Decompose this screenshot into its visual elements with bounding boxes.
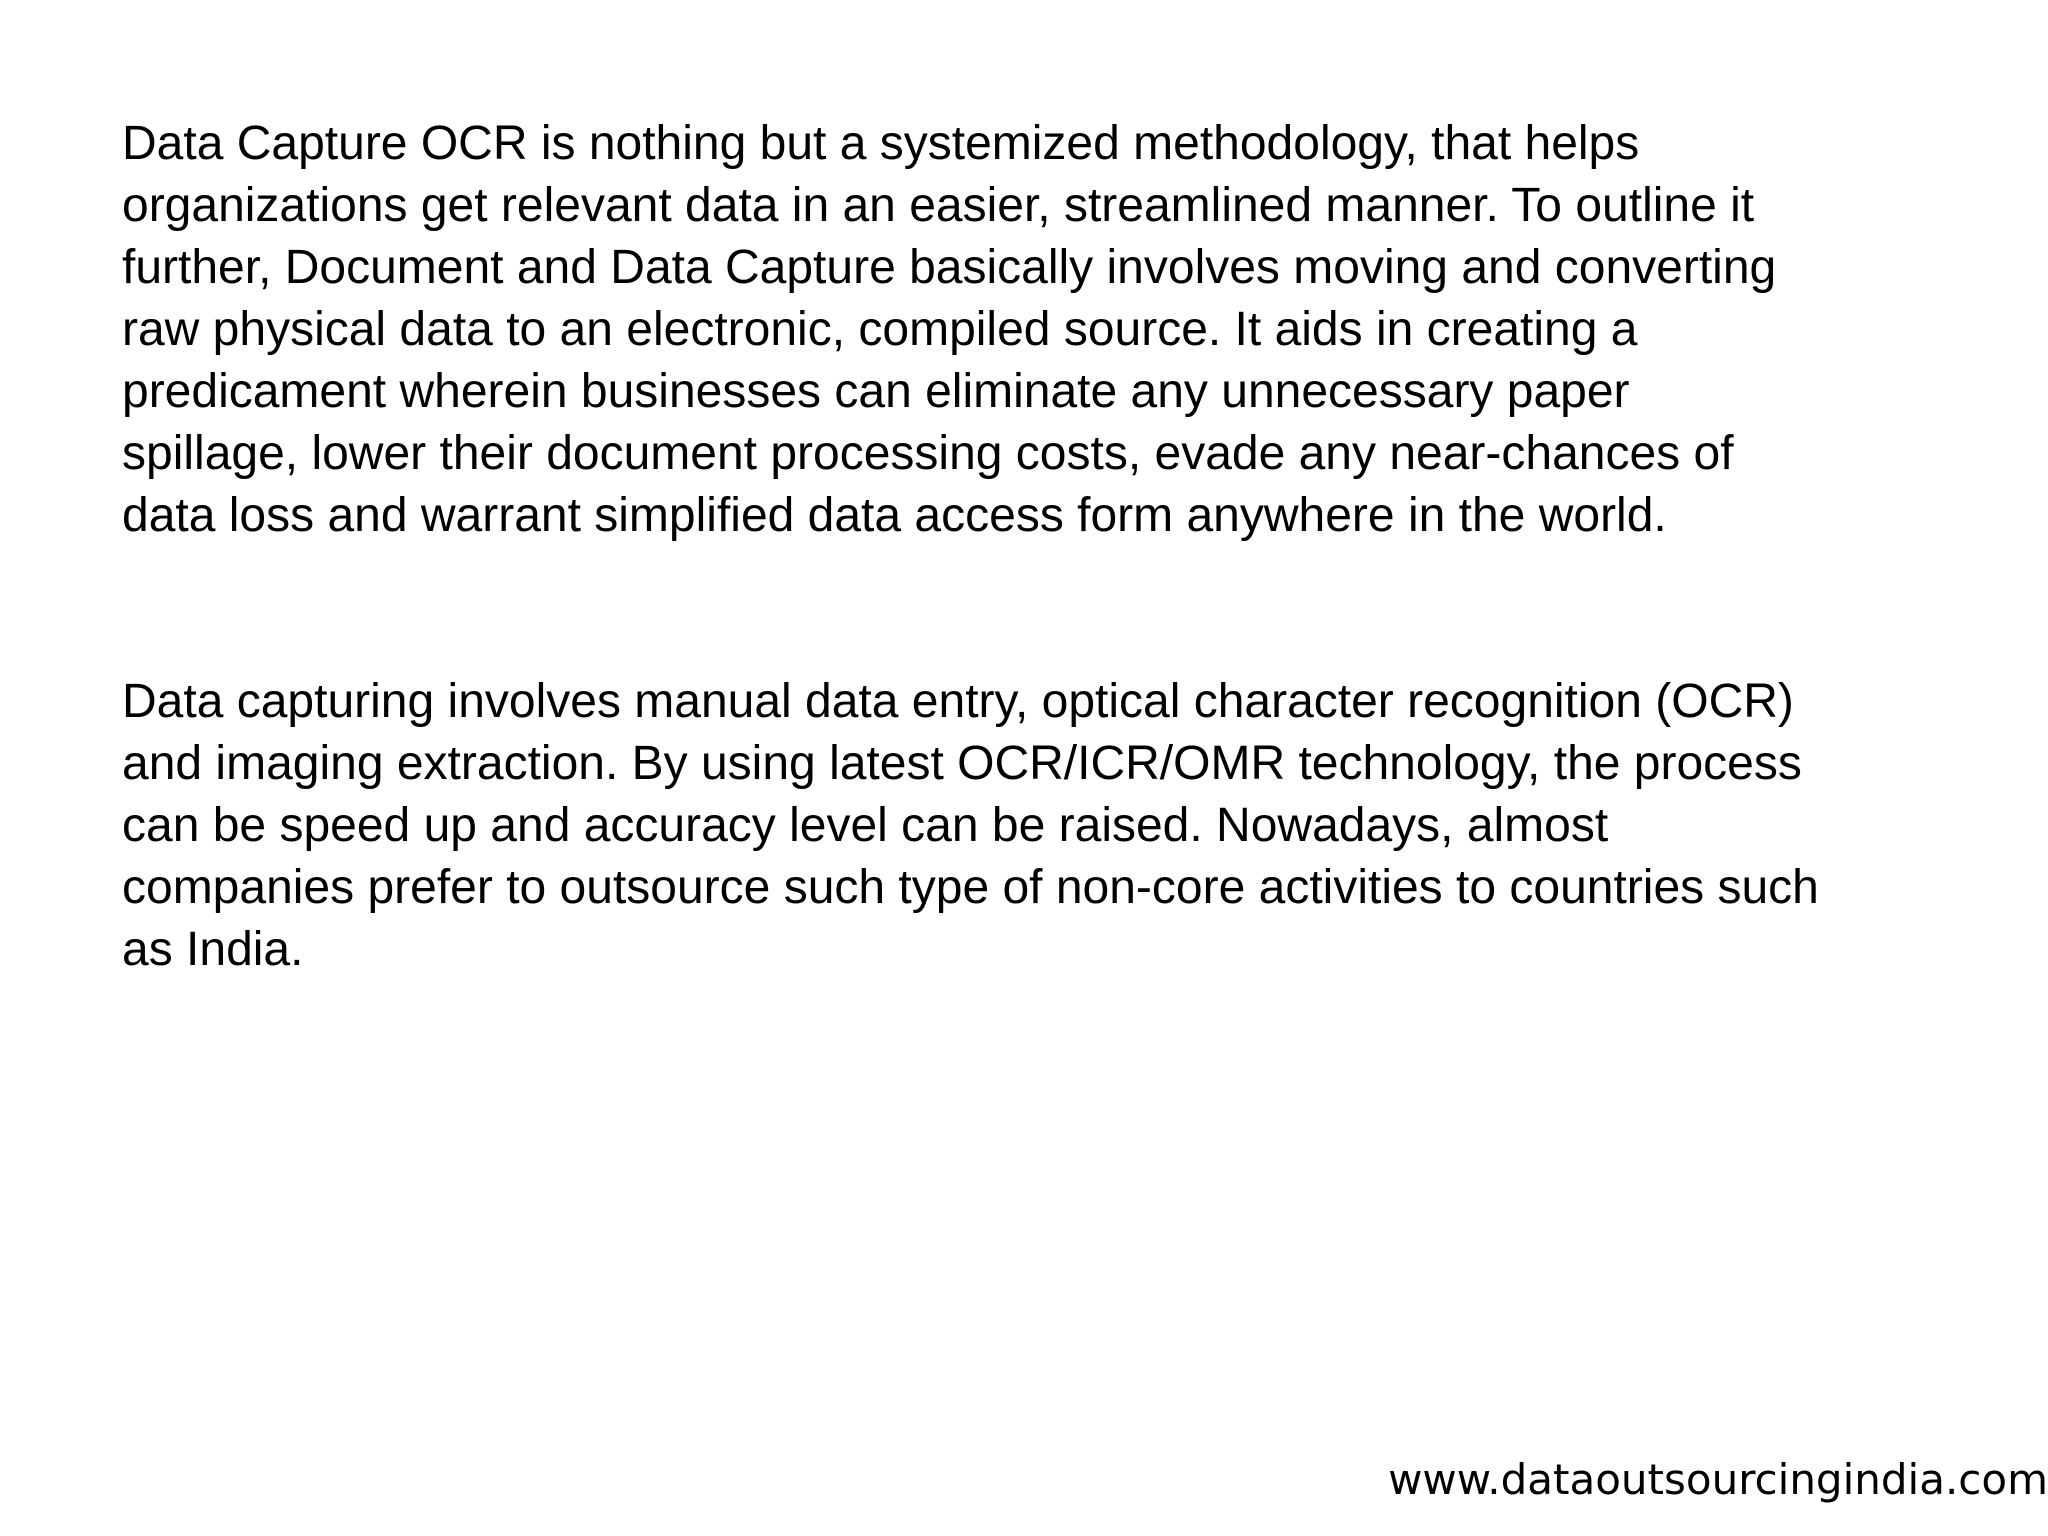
paragraph-line: predicament wherein businesses can eliminate any unnecessary paper <box>122 365 1630 418</box>
paragraph-2 <box>122 671 1952 981</box>
paragraph-spacer <box>122 547 1952 671</box>
paragraph-line: raw physical data to an electronic, compiled source. It aids in creating a <box>122 303 1638 356</box>
paragraph-line: as India. <box>122 923 304 976</box>
footer-website-url: www.dataoutsourcingindia.com <box>1388 1455 2048 1504</box>
slide-body <box>122 113 1952 981</box>
paragraph-line: further, Document and Data Capture basically involves moving and converting <box>122 241 1777 294</box>
paragraph-line: data loss and warrant simplified data access form anywhere in the world. <box>122 489 1667 542</box>
paragraph-line: companies prefer to outsource such type of non-core activities to countries such <box>122 861 1819 914</box>
paragraph-1 <box>122 113 1952 547</box>
paragraph-line: and imaging extraction. By using latest OCR/ICR/OMR technology, the process <box>122 737 1802 790</box>
paragraph-line: organizations get relevant data in an easier, streamlined manner. To outline it <box>122 179 1755 232</box>
paragraph-line: can be speed up and accuracy level can be raised. Nowadays, almost <box>122 799 1609 852</box>
paragraph-line: Data capturing involves manual data entry, optical character recognition (OCR) <box>122 675 1794 728</box>
paragraph-line: Data Capture OCR is nothing but a systemized methodology, that helps <box>122 117 1640 170</box>
paragraph-line: spillage, lower their document processing costs, evade any near-chances of <box>122 427 1734 480</box>
